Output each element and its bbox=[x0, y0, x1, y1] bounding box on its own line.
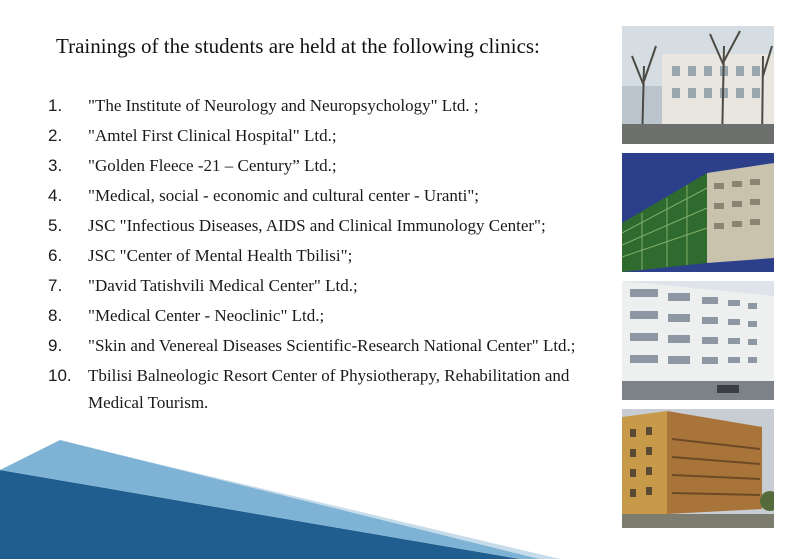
list-item bbox=[48, 122, 588, 149]
item-text: "Golden Fleece -21 – Century” Ltd.; bbox=[88, 156, 337, 175]
clinic-photo-2 bbox=[622, 153, 774, 272]
list-item bbox=[48, 92, 588, 119]
item-number: 1. bbox=[48, 96, 63, 115]
list-item bbox=[48, 272, 588, 299]
item-number: 6. bbox=[48, 246, 63, 265]
item-number: 8. bbox=[48, 306, 63, 325]
item-text: "David Tatishvili Medical Center" Ltd.; bbox=[88, 276, 358, 295]
list-item bbox=[48, 242, 588, 269]
item-text: Tbilisi Balneologic Resort Center of Physiotherapy, Rehabilitation and Medical Tourism. bbox=[88, 366, 570, 412]
list-item bbox=[48, 182, 588, 209]
item-text: "Skin and Venereal Diseases Scientific-Research National Center" Ltd.; bbox=[88, 336, 576, 355]
item-text: JSC "Infectious Diseases, AIDS and Clinical Immunology Center"; bbox=[88, 216, 546, 235]
list-item bbox=[48, 332, 588, 359]
item-number: 4. bbox=[48, 186, 63, 205]
item-number: 7. bbox=[48, 276, 63, 295]
item-text: "The Institute of Neurology and Neuropsychology" Ltd. ; bbox=[88, 96, 479, 115]
item-number: 5. bbox=[48, 216, 63, 235]
item-number: 2. bbox=[48, 126, 63, 145]
item-number: 10. bbox=[48, 366, 72, 385]
item-number: 9. bbox=[48, 336, 63, 355]
list-item bbox=[48, 362, 588, 416]
clinic-photo-4 bbox=[622, 409, 774, 528]
item-text: "Medical, social - economic and cultural center - Uranti"; bbox=[88, 186, 480, 205]
page-title: Trainings of the students are held at the following clinics: bbox=[56, 34, 540, 58]
list-item bbox=[48, 212, 588, 239]
list-item bbox=[48, 152, 588, 179]
list-item bbox=[48, 302, 588, 329]
item-text: JSC "Center of Mental Health Tbilisi"; bbox=[88, 246, 353, 265]
item-number: 3. bbox=[48, 156, 63, 175]
item-text: "Medical Center - Neoclinic" Ltd.; bbox=[88, 306, 325, 325]
item-text: "Amtel First Clinical Hospital" Ltd.; bbox=[88, 126, 337, 145]
clinic-photo-1 bbox=[622, 26, 774, 144]
clinic-list bbox=[48, 92, 588, 419]
clinic-photo-3 bbox=[622, 281, 774, 400]
